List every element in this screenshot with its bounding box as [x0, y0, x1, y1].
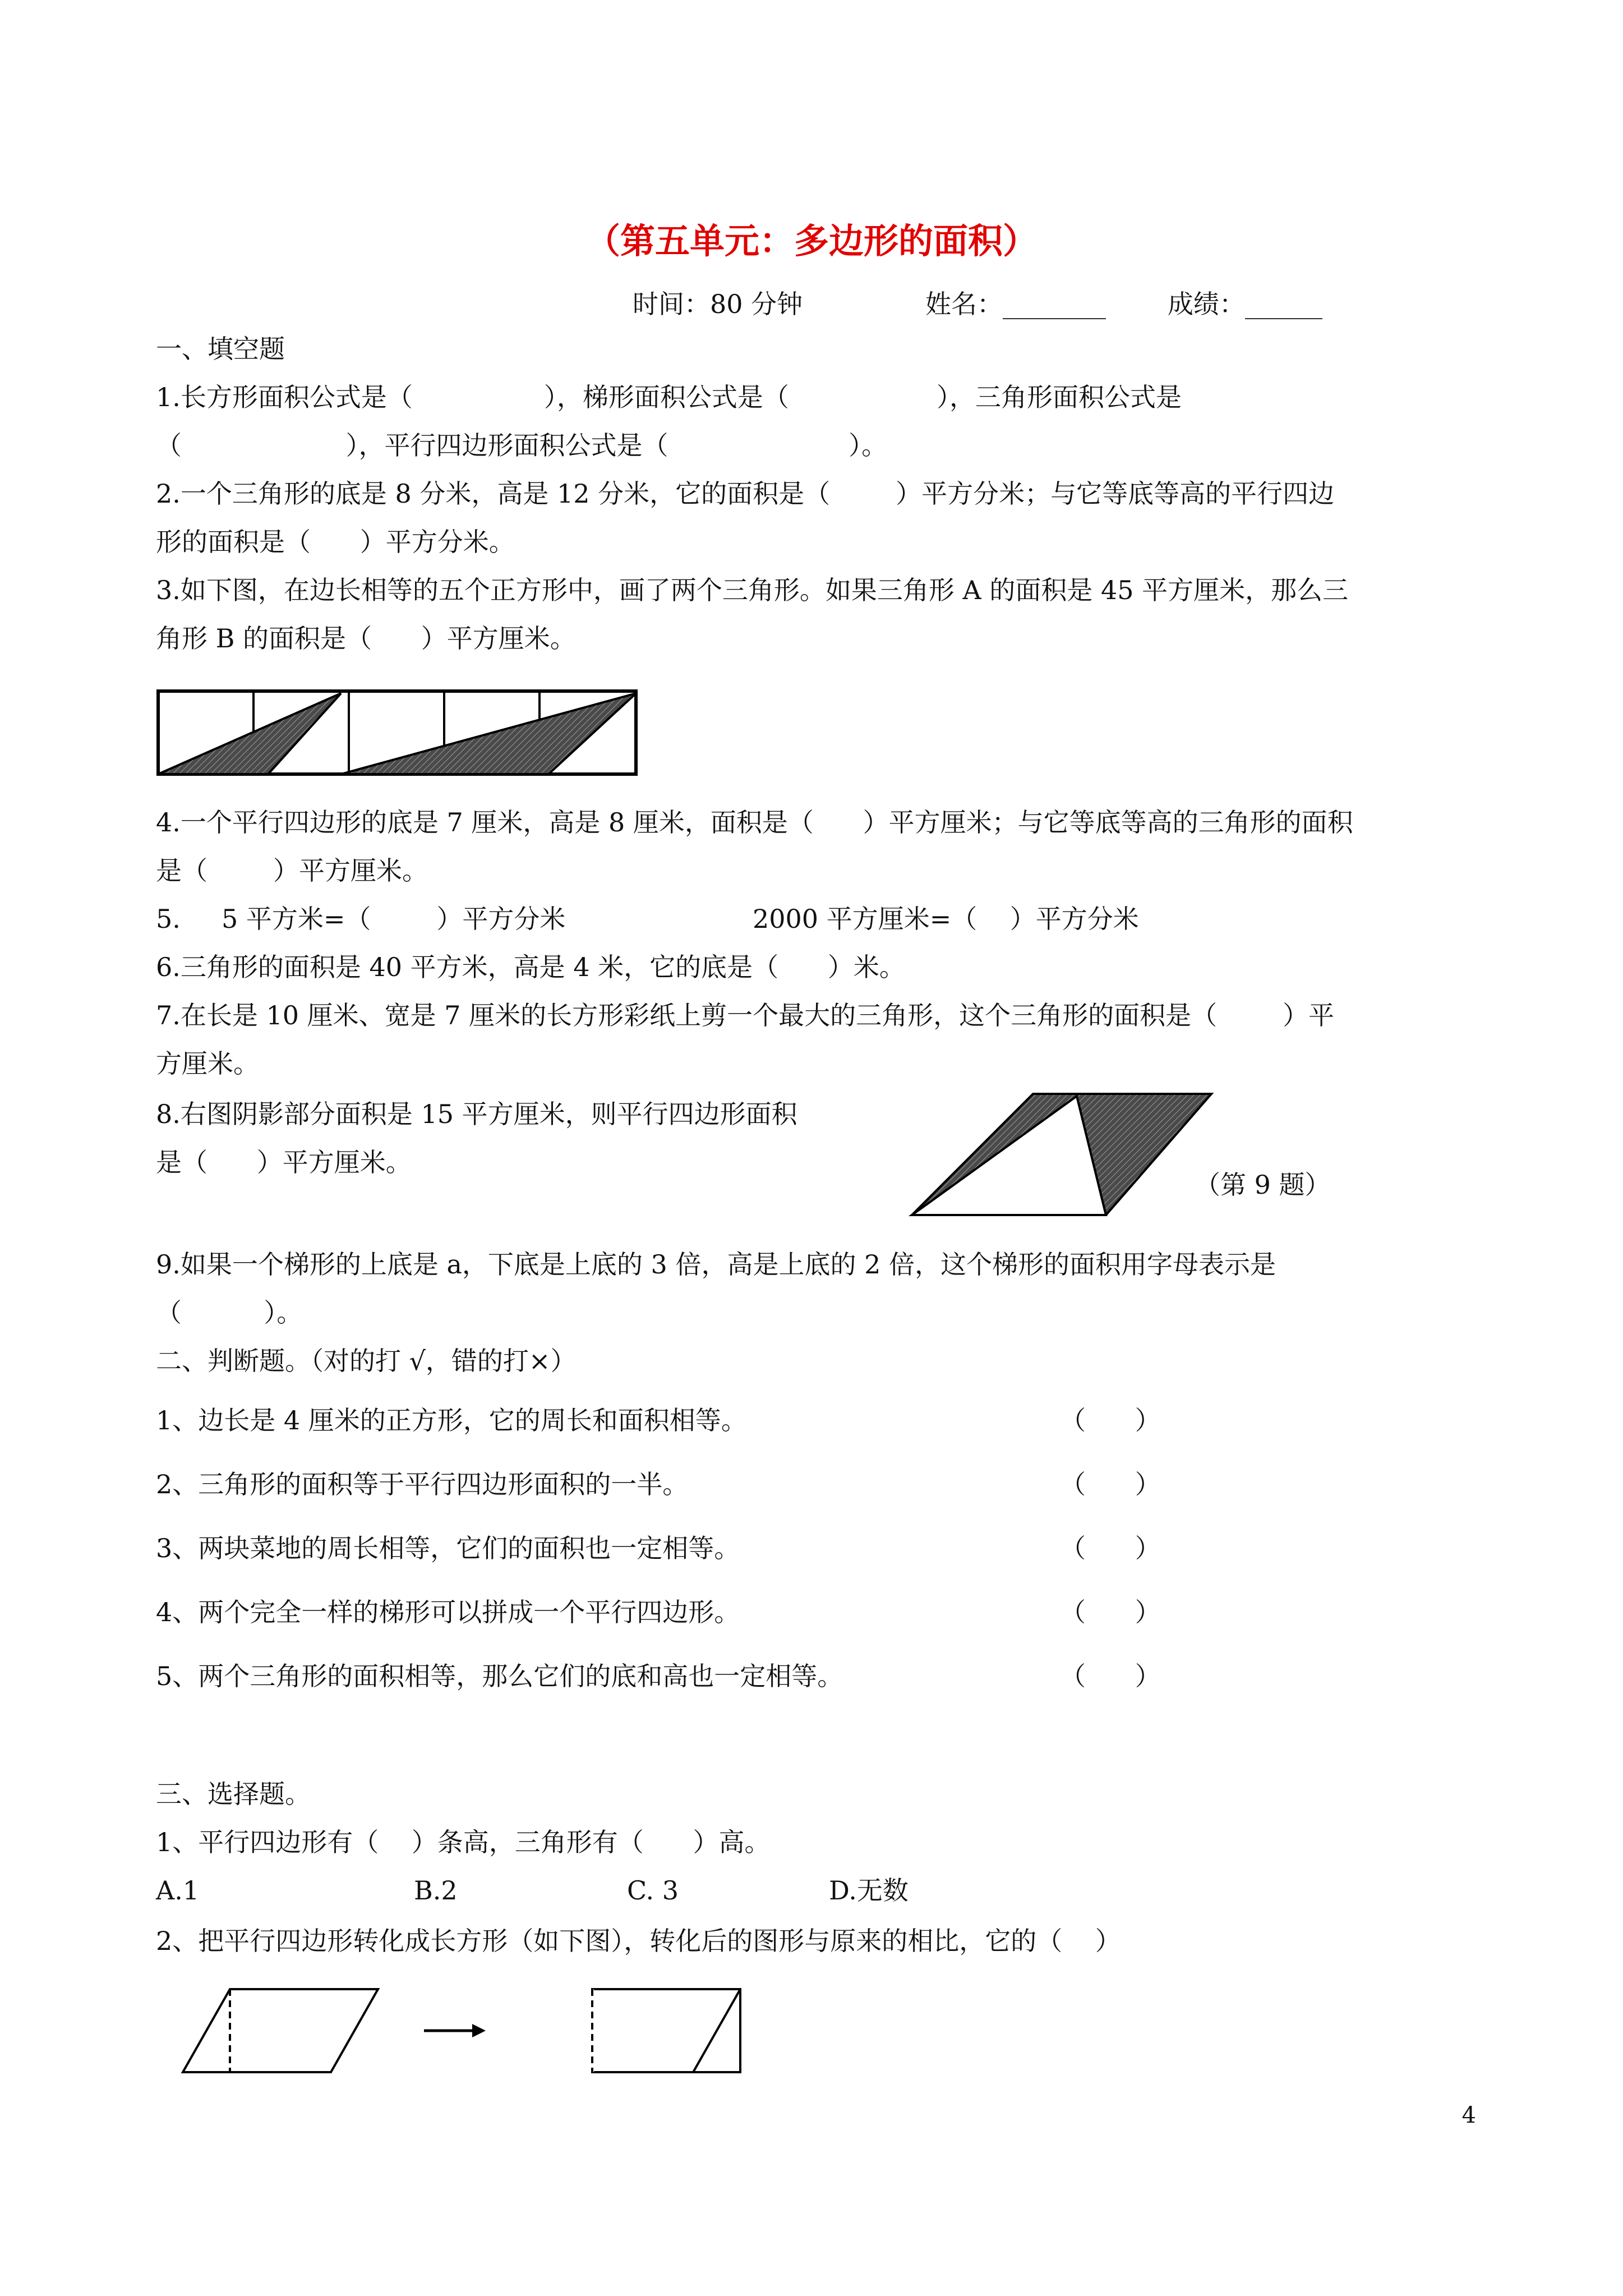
- question-1-line-1: 1.长方形面积公式是（ ），梯形面积公式是（ ），三角形面积公式是: [156, 382, 1182, 412]
- question-4-line-2: 是（ ）平方厘米。: [156, 855, 428, 886]
- parallelogram-shaded-figure: [909, 1088, 1223, 1223]
- parallelogram: [183, 1989, 378, 2072]
- judge-answer-paren: （ ）: [1060, 1469, 1161, 1499]
- judge-item: 1、边长是 4 厘米的正方形，它的周长和面积相等。: [156, 1405, 747, 1435]
- question-1-line-2: （ ），平行四边形面积公式是（ ）。: [156, 430, 888, 461]
- unshaded-triangle: [912, 1096, 1106, 1215]
- figure-label: （第 9 题）: [1195, 1170, 1331, 1200]
- page-title: （第五单元：多边形的面积）: [585, 220, 1038, 261]
- question-8-line-1: 8.右图阴影部分面积是 15 平方厘米，则平行四边形面积: [156, 1099, 797, 1129]
- judge-answer-paren: （ ）: [1060, 1405, 1161, 1435]
- choice-question-2: 2、把平行四边形转化成长方形（如下图），转化后的图形与原来的相比，它的（ ）: [156, 1926, 1121, 1956]
- choice-option-a: A.1: [156, 1875, 200, 1906]
- choice-option-c: C. 3: [627, 1875, 679, 1906]
- question-2-line-2: 形的面积是（ ）平方分米。: [156, 527, 515, 557]
- question-4-line-1: 4.一个平行四边形的底是 7 厘米，高是 8 厘米，面积是（ ）平方厘米；与它等底等高的三角形的面积: [156, 807, 1353, 838]
- time-label: 时间：80 分钟: [633, 289, 803, 319]
- question-3-line-1: 3.如下图，在边长相等的五个正方形中，画了两个三角形。如果三角形 A 的面积是 45 平方厘米，那么三: [156, 575, 1349, 605]
- choice-option-b: B.2: [414, 1875, 458, 1906]
- section-judge-heading: 二、判断题。（对的打 √，错的打×）: [156, 1346, 577, 1376]
- arrow-icon: [472, 2024, 486, 2037]
- rectangle: [592, 1989, 740, 2072]
- choice-option-d: D.无数: [829, 1875, 909, 1906]
- judge-item: 4、两个完全一样的梯形可以拼成一个平行四边形。: [156, 1597, 740, 1627]
- judge-item: 3、两块菜地的周长相等，它们的面积也一定相等。: [156, 1533, 740, 1563]
- score-field: 成绩：______: [1168, 289, 1322, 319]
- judge-answer-paren: （ ）: [1060, 1597, 1161, 1627]
- judge-item: 2、三角形的面积等于平行四边形面积的一半。: [156, 1469, 689, 1499]
- section-choice-heading: 三、选择题。: [156, 1779, 311, 1809]
- transform-figure: [179, 1986, 757, 2076]
- question-8-line-2: 是（ ）平方厘米。: [156, 1147, 412, 1177]
- question-5-part-2: 2000 平方厘米=（ ）平方分米: [753, 904, 1139, 934]
- section-fill-heading: 一、填空题: [156, 334, 285, 364]
- judge-answer-paren: （ ）: [1060, 1533, 1161, 1563]
- question-3-line-2: 角形 B 的面积是（ ）平方厘米。: [156, 623, 576, 654]
- question-7-line-1: 7.在长是 10 厘米、宽是 7 厘米的长方形彩纸上剪一个最大的三角形，这个三角形的面积是（ ）平: [156, 1000, 1335, 1030]
- question-9-line-1: 9.如果一个梯形的上底是 a，下底是上底的 3 倍，高是上底的 2 倍，这个梯形的面积用字母表示是: [156, 1249, 1276, 1280]
- question-2-line-1: 2.一个三角形的底是 8 分米，高是 12 分米，它的面积是（ ）平方分米；与它等底等高的平行四边: [156, 478, 1335, 509]
- choice-question-1: 1、平行四边形有（ ）条高，三角形有（ ）高。: [156, 1827, 771, 1857]
- judge-answer-paren: （ ）: [1060, 1661, 1161, 1691]
- page-number: 4: [1461, 2102, 1476, 2128]
- name-field: 姓名：________: [925, 289, 1106, 319]
- judge-item: 5、两个三角形的面积相等，那么它们的底和高也一定相等。: [156, 1661, 843, 1691]
- question-9-line-2: （ ）。: [156, 1297, 303, 1328]
- five-squares-figure: [156, 689, 639, 776]
- question-5-part-1: 5. 5 平方米=（ ）平方分米: [156, 904, 566, 934]
- question-6: 6.三角形的面积是 40 平方米，高是 4 米，它的底是（ ）米。: [156, 952, 905, 982]
- question-7-line-2: 方厘米。: [156, 1048, 259, 1079]
